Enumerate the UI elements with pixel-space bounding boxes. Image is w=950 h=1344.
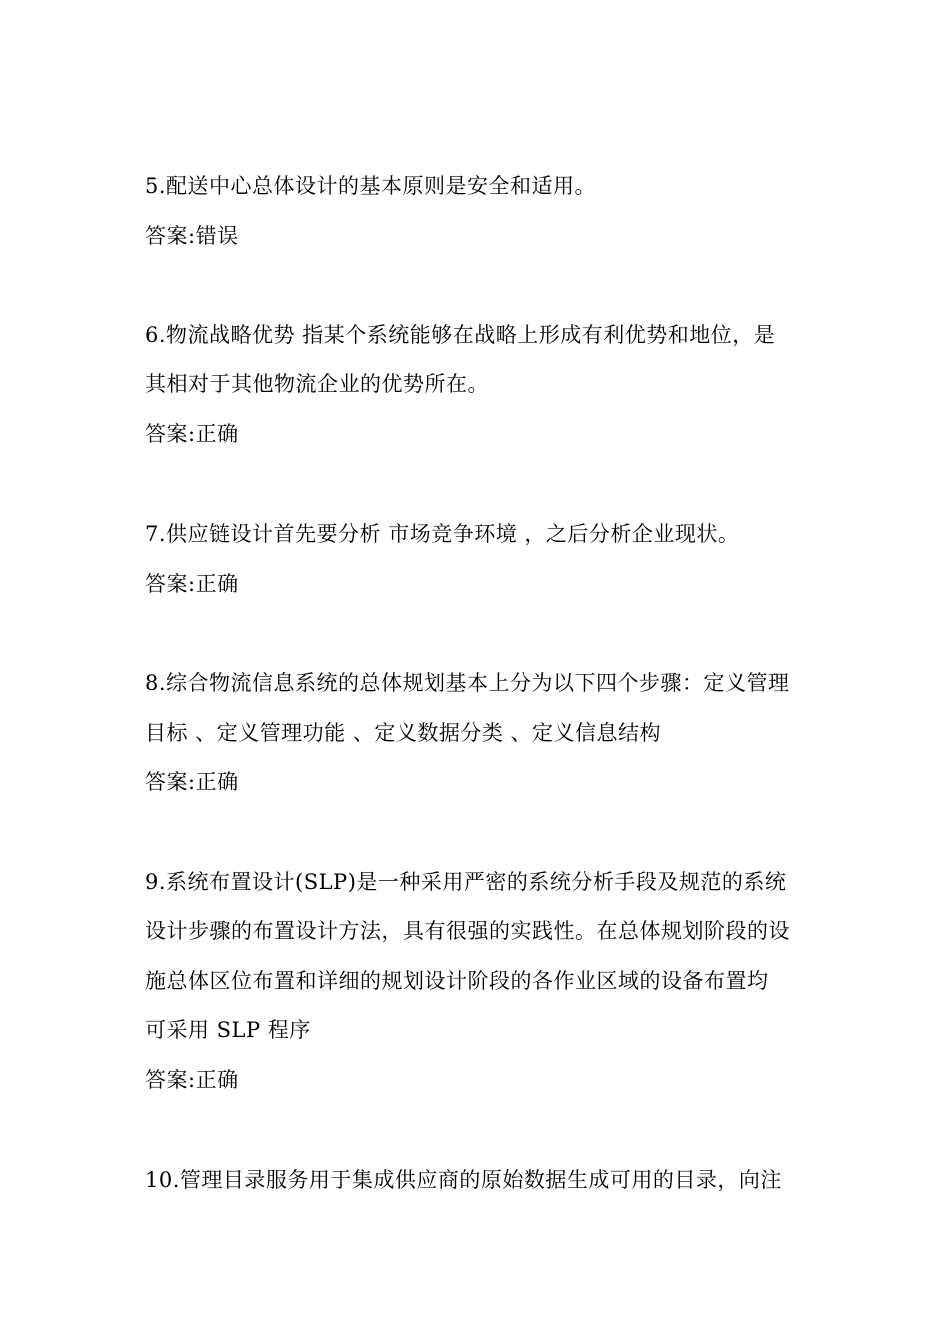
q6-answer: 答案:正确 — [145, 422, 239, 446]
q9-line-2: 设计步骤的布置设计方法，具有很强的实践性。在总体规划阶段的设 — [145, 919, 790, 943]
q9-line-4: 可采用 SLP 程序 — [145, 1018, 311, 1042]
q9-line-3: 施总体区位布置和详细的规划设计阶段的各作业区域的设备布置均 — [145, 969, 769, 993]
q7-answer: 答案:正确 — [145, 572, 239, 596]
q8-answer: 答案:正确 — [145, 770, 239, 794]
q7-line-1: 7.供应链设计首先要分析 市场竞争环境 ，之后分析企业现状。 — [145, 522, 740, 546]
q6-line-2: 其相对于其他物流企业的优势所在。 — [145, 372, 489, 396]
q10-line-1: 10.管理目录服务用于集成供应商的原始数据生成可用的目录，向注 — [145, 1168, 782, 1192]
q5-line-1: 5.配送中心总体设计的基本原则是安全和适用。 — [145, 174, 597, 198]
q8-line-2: 目标 、定义管理功能 、定义数据分类 、定义信息结构 — [145, 721, 662, 745]
q9-line-1: 9.系统布置设计(SLP)是一种采用严密的系统分析手段及规范的系统 — [145, 870, 787, 894]
q6-line-1: 6.物流战略优势 指某个系统能够在战略上形成有利优势和地位，是 — [145, 323, 776, 347]
q8-line-1: 8.综合物流信息系统的总体规划基本上分为以下四个步骤：定义管理 — [145, 671, 790, 695]
q9-answer: 答案:正确 — [145, 1068, 239, 1092]
q5-answer: 答案:错误 — [145, 224, 239, 248]
